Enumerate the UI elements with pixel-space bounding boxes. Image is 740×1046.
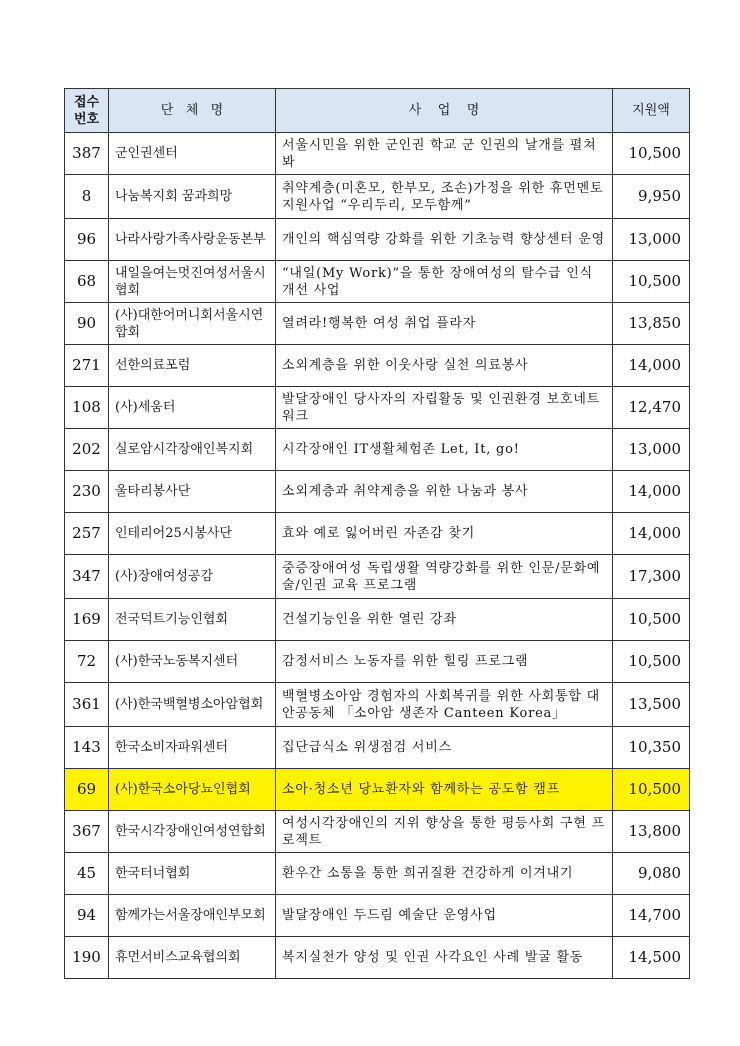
organization-cell: 선한의료포럼 <box>109 345 276 387</box>
organization-cell: 한국시각장애인여성연합회 <box>109 811 276 853</box>
organization-cell: 실로암시각장애인복지회 <box>109 429 276 471</box>
table-row <box>65 811 690 853</box>
receipt-number-cell: 202 <box>65 429 109 471</box>
table-row <box>65 133 690 175</box>
organization-cell: 울타리봉사단 <box>109 471 276 513</box>
table-row <box>65 345 690 387</box>
amount-cell: 10,350 <box>613 727 690 769</box>
amount-cell: 9,080 <box>613 853 690 895</box>
project-name-cell: 환우간 소통을 통한 희귀질환 건강하게 이겨내기 <box>276 853 613 895</box>
table-row <box>65 853 690 895</box>
project-name-cell: 발달장애인 두드림 예술단 운영사업 <box>276 895 613 937</box>
amount-cell: 14,000 <box>613 345 690 387</box>
table-row <box>65 429 690 471</box>
amount-cell: 13,800 <box>613 811 690 853</box>
amount-cell: 14,000 <box>613 513 690 555</box>
project-name-cell: 소외계층을 위한 이웃사랑 실천 의료봉사 <box>276 345 613 387</box>
receipt-number-cell: 69 <box>65 769 109 811</box>
organization-cell: (사)한국백혈병소아암협회 <box>109 683 276 727</box>
project-name-cell: 감정서비스 노동자를 위한 힐링 프로그램 <box>276 641 613 683</box>
table-body <box>65 133 690 979</box>
project-name-cell: 여성시각장애인의 지위 향상을 통한 평등사회 구현 프로젝트 <box>276 811 613 853</box>
table-row <box>65 895 690 937</box>
header-organization <box>109 89 276 133</box>
header-no-line2: 번호 <box>73 111 100 127</box>
receipt-number-cell: 94 <box>65 895 109 937</box>
organization-cell: (사)한국소아당뇨인협회 <box>109 769 276 811</box>
receipt-number-cell: 347 <box>65 555 109 599</box>
organization-cell: 한국터너협회 <box>109 853 276 895</box>
table-row <box>65 303 690 345</box>
receipt-number-cell: 8 <box>65 175 109 219</box>
amount-cell: 14,700 <box>613 895 690 937</box>
project-name-cell: 소아·청소년 당뇨환자와 함께하는 공도함 캠프 <box>276 769 613 811</box>
organization-cell: 내일을여는멋진여성서울시협회 <box>109 261 276 303</box>
project-name-cell: 발달장애인 당사자의 자립활동 및 인권환경 보호네트워크 <box>276 387 613 429</box>
receipt-number-cell: 257 <box>65 513 109 555</box>
organization-cell: (사)세움터 <box>109 387 276 429</box>
table-row <box>65 175 690 219</box>
receipt-number-cell: 169 <box>65 599 109 641</box>
amount-cell: 13,850 <box>613 303 690 345</box>
project-name-cell: 중증장애여성 독립생활 역량강화를 위한 인문/문화예술/인권 교육 프로그램 <box>276 555 613 599</box>
header-project <box>276 89 613 133</box>
organization-cell: (사)대한어머니회서울시연합회 <box>109 303 276 345</box>
amount-cell: 14,500 <box>613 937 690 979</box>
project-name-cell: 효와 예로 잃어버린 자존감 찾기 <box>276 513 613 555</box>
header-org-label: 단 체 명 <box>160 103 224 118</box>
receipt-number-cell: 45 <box>65 853 109 895</box>
organization-cell: (사)한국노동복지센터 <box>109 641 276 683</box>
receipt-number-cell: 96 <box>65 219 109 261</box>
table-row <box>65 769 690 811</box>
project-name-cell: 건설기능인을 위한 열린 강좌 <box>276 599 613 641</box>
organization-cell: 인테리어25시봉사단 <box>109 513 276 555</box>
table-row <box>65 727 690 769</box>
organization-cell: 전국덕트기능인협회 <box>109 599 276 641</box>
project-name-cell: 백혈병소아암 경험자의 사회복귀를 위한 사회통합 대안공동체 「소아암 생존자 Canteen Korea」 <box>276 683 613 727</box>
receipt-number-cell: 90 <box>65 303 109 345</box>
receipt-number-cell: 387 <box>65 133 109 175</box>
amount-cell: 10,500 <box>613 769 690 811</box>
grants-table <box>64 88 690 979</box>
organization-cell: 나라사랑가족사랑운동본부 <box>109 219 276 261</box>
receipt-number-cell: 190 <box>65 937 109 979</box>
amount-cell: 13,000 <box>613 219 690 261</box>
amount-cell: 10,500 <box>613 641 690 683</box>
project-name-cell: 개인의 핵심역량 강화를 위한 기초능력 향상센터 운영 <box>276 219 613 261</box>
amount-cell: 9,950 <box>613 175 690 219</box>
receipt-number-cell: 271 <box>65 345 109 387</box>
receipt-number-cell: 367 <box>65 811 109 853</box>
receipt-number-cell: 108 <box>65 387 109 429</box>
table-row <box>65 387 690 429</box>
amount-cell: 14,000 <box>613 471 690 513</box>
header-amount-label: 지원액 <box>632 103 670 118</box>
header-row <box>65 89 690 133</box>
table-row <box>65 641 690 683</box>
table-row <box>65 471 690 513</box>
amount-cell: 10,500 <box>613 261 690 303</box>
organization-cell: 휴먼서비스교육협의회 <box>109 937 276 979</box>
table-row <box>65 555 690 599</box>
table-row <box>65 261 690 303</box>
project-name-cell: 집단급식소 위생점검 서비스 <box>276 727 613 769</box>
organization-cell: 군인권센터 <box>109 133 276 175</box>
amount-cell: 17,300 <box>613 555 690 599</box>
organization-cell: 함께가는서울장애인부모회 <box>109 895 276 937</box>
receipt-number-cell: 72 <box>65 641 109 683</box>
project-name-cell: “내일(My Work)”을 통한 장애여성의 탈수급 인식개선 사업 <box>276 261 613 303</box>
amount-cell: 10,500 <box>613 599 690 641</box>
amount-cell: 10,500 <box>613 133 690 175</box>
header-project-label: 사 업 명 <box>408 103 480 118</box>
organization-cell: (사)장애여성공감 <box>109 555 276 599</box>
amount-cell: 13,500 <box>613 683 690 727</box>
receipt-number-cell: 230 <box>65 471 109 513</box>
receipt-number-cell: 143 <box>65 727 109 769</box>
project-name-cell: 소외계층과 취약계층을 위한 나눔과 봉사 <box>276 471 613 513</box>
header-no-line1: 접수 <box>73 94 100 110</box>
table-row <box>65 683 690 727</box>
project-name-cell: 서울시민을 위한 군인권 학교 군 인권의 날개를 펼쳐봐 <box>276 133 613 175</box>
receipt-number-cell: 68 <box>65 261 109 303</box>
project-name-cell: 복지실천가 양성 및 인권 사각요인 사례 발굴 활동 <box>276 937 613 979</box>
table-row <box>65 219 690 261</box>
header-receipt-number <box>65 89 109 133</box>
project-name-cell: 취약계층(미혼모, 한부모, 조손)가정을 위한 휴먼멘토 지원사업 “우리두리, 모두함께” <box>276 175 613 219</box>
project-name-cell: 시각장애인 IT생활체험존 Let, It, go! <box>276 429 613 471</box>
amount-cell: 13,000 <box>613 429 690 471</box>
organization-cell: 나눔복지회 꿈과희망 <box>109 175 276 219</box>
project-name-cell: 열려라!행복한 여성 취업 플라자 <box>276 303 613 345</box>
table-row <box>65 599 690 641</box>
receipt-number-cell: 361 <box>65 683 109 727</box>
table-row <box>65 513 690 555</box>
organization-cell: 한국소비자파워센터 <box>109 727 276 769</box>
table-header <box>65 89 690 133</box>
amount-cell: 12,470 <box>613 387 690 429</box>
header-amount <box>613 89 690 133</box>
table-row <box>65 937 690 979</box>
